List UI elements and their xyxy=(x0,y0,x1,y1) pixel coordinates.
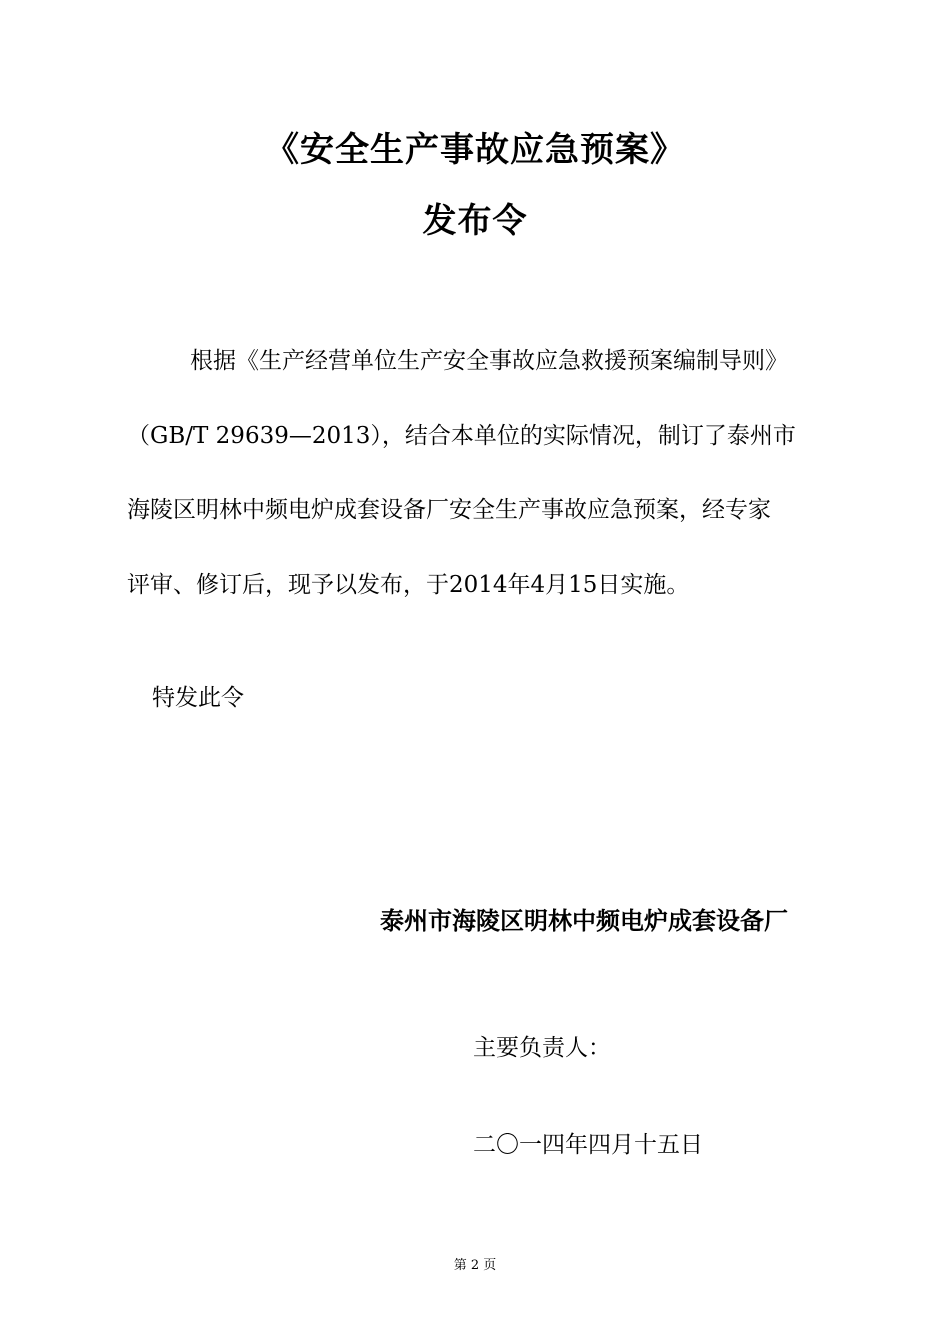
page-number: 第 2 页 xyxy=(453,1258,497,1273)
document-title: 《安全生产事故应急预案》 xyxy=(265,130,685,170)
paragraph-line: （GB/T 29639—2013），结合本单位的实际情况，制订了泰州市 xyxy=(127,423,796,449)
document-subtitle: 发布令 xyxy=(422,201,528,241)
organization-name: 泰州市海陵区明林中频电炉成套设备厂 xyxy=(380,907,788,935)
responsible-person-label: 主要负责人： xyxy=(473,1035,611,1061)
closing-text: 特发此令 xyxy=(152,685,244,711)
paragraph-line: 海陵区明林中频电炉成套设备厂安全生产事故应急预案，经专家 xyxy=(127,497,771,523)
paragraph-line: 根据《生产经营单位生产安全事故应急救援预案编制导则》 xyxy=(190,348,788,374)
issue-date: 二〇一四年四月十五日 xyxy=(473,1132,703,1158)
paragraph-line: 评审、修订后，现予以发布，于2014年4月15日实施。 xyxy=(127,572,690,598)
